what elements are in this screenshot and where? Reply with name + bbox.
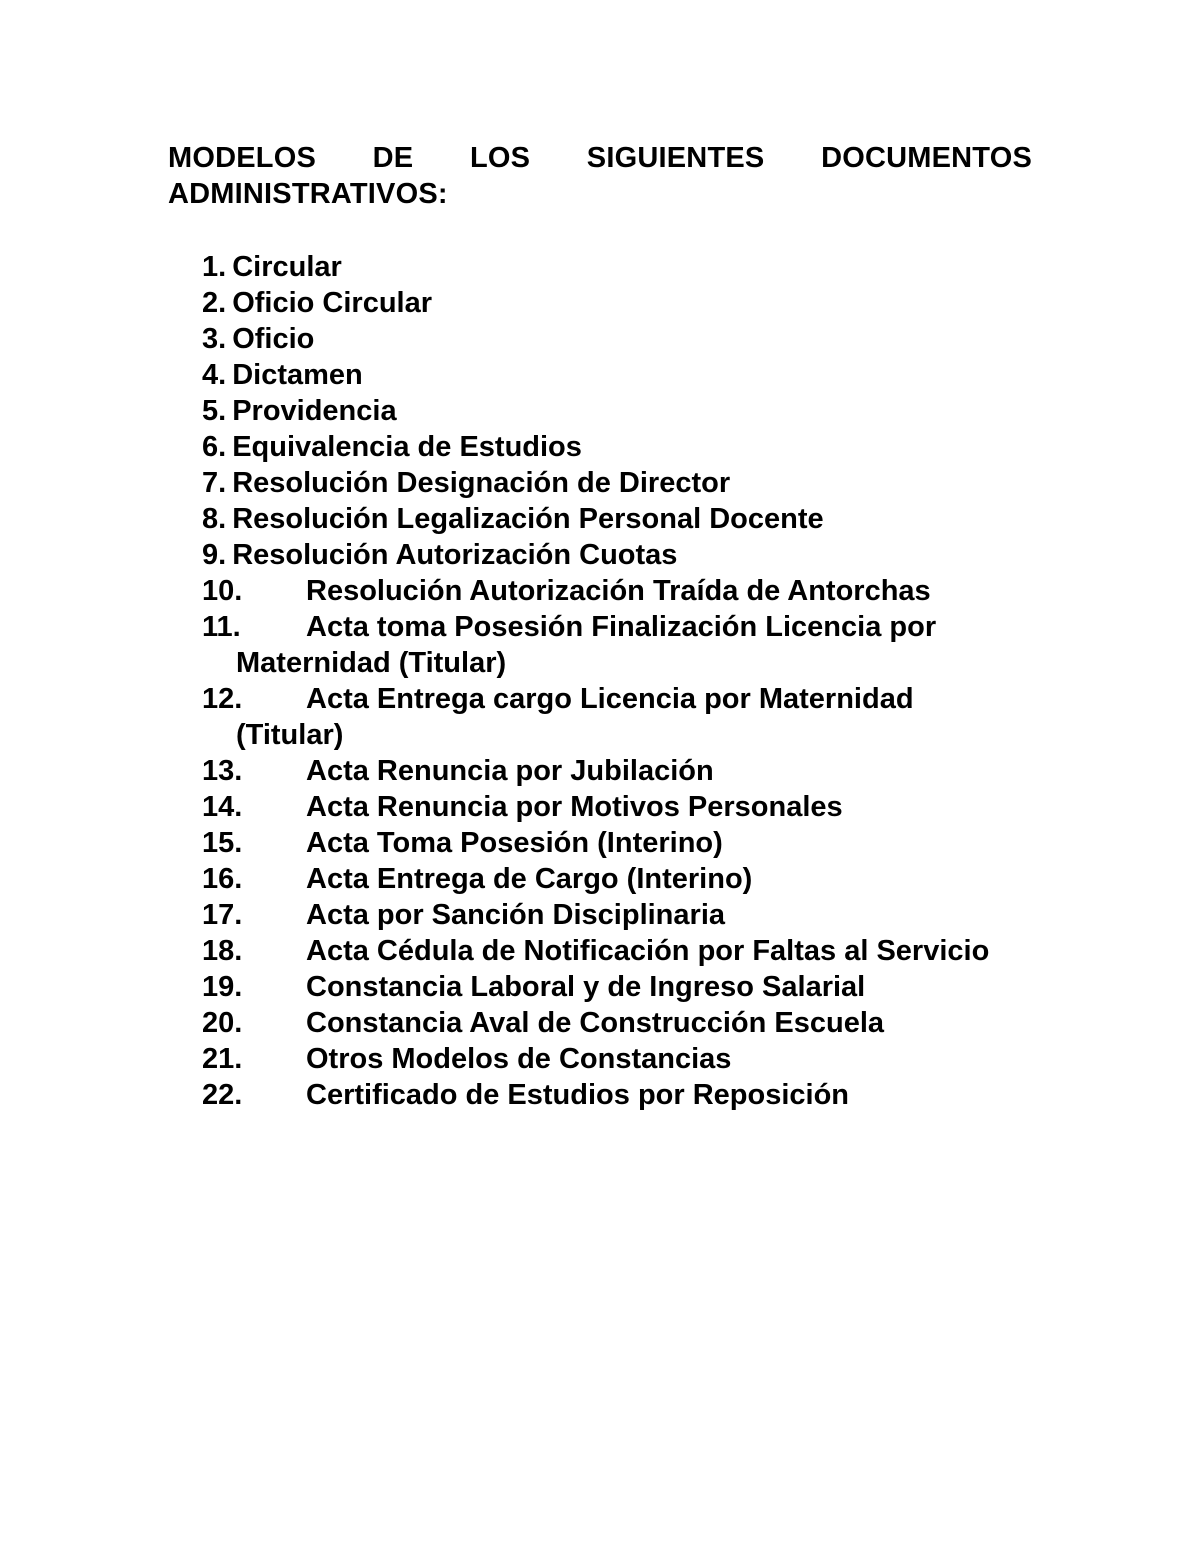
list-item <box>202 825 1032 861</box>
list-item-text-line-1: Acta toma Posesión Finalización Licencia por <box>306 611 937 643</box>
document-list <box>202 249 1032 1113</box>
list-item-number: 4. <box>202 359 227 391</box>
list-item-text: Dictamen <box>232 359 363 391</box>
list-item-text: Oficio Circular <box>232 287 433 319</box>
list-item-text: Resolución Autorización Cuotas <box>232 539 678 571</box>
list-item-number: 3. <box>202 323 227 355</box>
list-item-text: Constancia Laboral y de Ingreso Salarial <box>306 971 866 1003</box>
list-item-text: Acta Entrega de Cargo (Interino) <box>306 863 753 895</box>
list-item-number: 5. <box>202 395 227 427</box>
list-item-text-line-2: Maternidad (Titular) <box>236 647 507 679</box>
list-item-number: 15. <box>202 827 243 859</box>
list-item <box>202 1005 1032 1041</box>
list-item <box>202 573 1032 609</box>
list-item-text: Acta Toma Posesión (Interino) <box>306 827 723 859</box>
list-item-number: 21. <box>202 1043 243 1075</box>
list-item <box>202 465 1032 501</box>
list-item-number: 2. <box>202 287 227 319</box>
list-item-number: 10. <box>202 575 243 607</box>
list-item <box>202 249 1032 285</box>
list-item-text <box>236 609 1032 681</box>
title-line-2: ADMINISTRATIVOS: <box>168 178 448 210</box>
list-item-text-line-2: (Titular) <box>236 719 344 751</box>
list-item-number: 13. <box>202 755 243 787</box>
list-item-text: Oficio <box>232 323 315 355</box>
list-item <box>202 753 1032 789</box>
title-line-1: MODELOS DE LOS SIGUIENTES DOCUMENTOS <box>168 142 1032 174</box>
list-item-number: 19. <box>202 971 243 1003</box>
list-item-number: 22. <box>202 1079 243 1111</box>
list-item-number: 9. <box>202 539 227 571</box>
list-item <box>202 537 1032 573</box>
list-item-text: Equivalencia de Estudios <box>232 431 582 463</box>
list-item-number: 18. <box>202 935 243 967</box>
list-item <box>202 1077 1032 1113</box>
list-item <box>202 429 1032 465</box>
list-item-text: Acta Renuncia por Motivos Personales <box>306 791 843 823</box>
list-item-text: Certificado de Estudios por Reposición <box>306 1079 850 1111</box>
list-item-text: Acta Renuncia por Jubilación <box>306 755 714 787</box>
list-item-text: Acta por Sanción Disciplinaria <box>306 899 725 931</box>
list-item <box>202 933 1032 969</box>
list-item-number: 14. <box>202 791 243 823</box>
list-item-number: 20. <box>202 1007 243 1039</box>
list-item-text: Acta Cédula de Notificación por Faltas al Servicio <box>306 935 990 967</box>
list-item-text: Resolución Designación de Director <box>232 467 731 499</box>
list-item-number: 7. <box>202 467 227 499</box>
list-item <box>202 861 1032 897</box>
list-item-text: Constancia Aval de Construcción Escuela <box>306 1007 885 1039</box>
list-item-number: 11. <box>202 611 241 643</box>
list-item-number: 12. <box>202 683 243 715</box>
list-item-number: 16. <box>202 863 243 895</box>
document-title <box>168 140 1032 212</box>
list-item <box>202 357 1032 393</box>
list-item-text: Circular <box>232 251 342 283</box>
list-item <box>202 969 1032 1005</box>
list-item-text: Otros Modelos de Constancias <box>306 1043 732 1075</box>
list-item <box>202 789 1032 825</box>
list-item <box>202 897 1032 933</box>
list-item-text <box>236 681 1032 753</box>
list-item <box>202 501 1032 537</box>
list-item-text: Providencia <box>232 395 397 427</box>
list-item <box>202 609 1032 681</box>
list-item <box>202 285 1032 321</box>
list-item-number: 1. <box>202 251 227 283</box>
list-item-number: 6. <box>202 431 227 463</box>
list-item-text: Resolución Autorización Traída de Antorchas <box>306 575 931 607</box>
list-item <box>202 1041 1032 1077</box>
list-item <box>202 681 1032 753</box>
list-item-number: 8. <box>202 503 227 535</box>
list-item-text-line-1: Acta Entrega cargo Licencia por Maternidad <box>306 683 914 715</box>
list-item <box>202 393 1032 429</box>
list-item <box>202 321 1032 357</box>
list-item-text: Resolución Legalización Personal Docente <box>232 503 824 535</box>
list-item-number: 17. <box>202 899 243 931</box>
